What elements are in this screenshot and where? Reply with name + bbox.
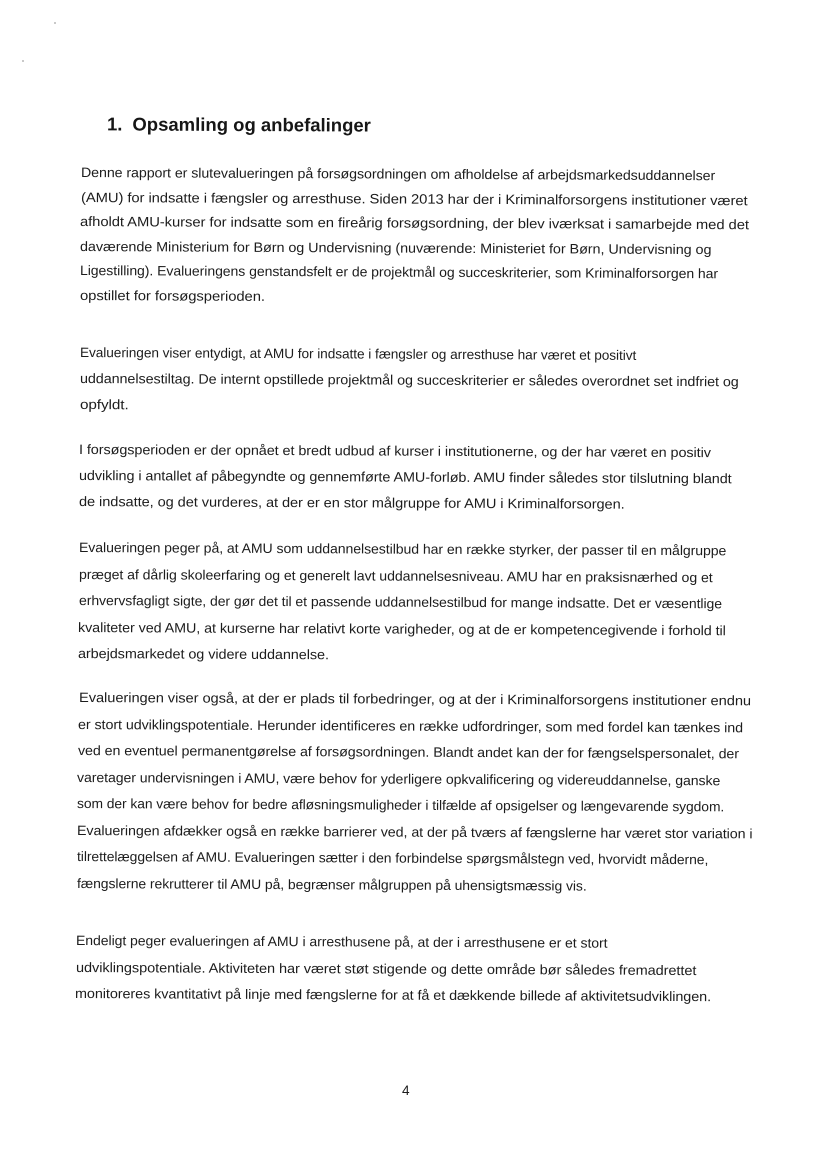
text-line: fængslerne rekrutterer til AMU på, begrænser målgruppen på uhensigtsmæssig vis. (76, 876, 587, 894)
section-title: Opsamling og anbefalinger (132, 113, 371, 136)
section-heading (107, 113, 371, 136)
text-line: tilrettelæggelsen af AMU. Evalueringen sætter i den forbindelse spørgsmålstegn ved, hvorvidt måderne, (76, 849, 709, 868)
scan-speck (22, 60, 24, 62)
text-line: Ligestilling). Evalueringens genstandsfelt er de projektmål og succeskriterier, som Kriminalforsorgen har (79, 263, 719, 282)
text-line: de indsatte, og det vurderes, at der er en stor målgruppe for AMU i Kriminalforsorgen. (78, 494, 625, 512)
text-line: Denne rapport er slutevalueringen på forsøgsordningen om afholdelse af arbejdsmarkedsuddannelser (80, 165, 716, 184)
text-line: opfyldt. (79, 397, 129, 413)
text-line: Evalueringen viser også, at der er plads til forbedringer, og at der i Kriminalforsorgens institutioner endnu (78, 690, 752, 709)
text-line: varetager undervisningen i AMU, være behov for yderligere opkvalificering og videreuddannelse, ganske (76, 770, 721, 789)
text-line: ved en eventuel permanentgørelse af forsøgsordningen. Blandt andet kan der for fængselspersonalet, der (77, 743, 740, 762)
text-line: opstillet for forsøgsperioden. (79, 288, 266, 304)
text-line: kvaliteter ved AMU, at kurserne har relativt korte varigheder, og at de er kompetencegivende i forhold til (77, 620, 726, 639)
text-line: daværende Ministerium for Børn og Undervisning (nuværende: Ministeriet for Børn, Undervisning og (79, 239, 712, 258)
text-line: (AMU) for indsatte i fængsler og arresthuse. Siden 2013 har der i Kriminalforsorgens institutioner været (80, 190, 748, 209)
text-line: uddannelsestiltag. De internt opstillede projektmål og succeskriterier er således overordnet set indfriet og (79, 371, 739, 390)
text-line: erhvervsfagligt sigte, der gør det til et passende uddannelsestilbud for mange indsatte. Det er væsentlige (78, 593, 723, 612)
text-line: monitoreres kvantitativt på linje med fængslerne for at få et dækkende billede af aktivitetsudviklingen. (74, 986, 712, 1005)
text-line: er stort udviklingspotentiale. Herunder identificeres en række udfordringer, som med fordel kan tænkes ind (77, 717, 744, 736)
section-number: 1. (106, 113, 123, 135)
text-line: udviklingspotentiale. Aktiviteten har været støt stigende og dette område bør således fremadrettet (75, 960, 697, 979)
text-line: arbejdsmarkedet og videre uddannelse. (77, 646, 329, 663)
text-line: præget af dårlig skoleerfaring og et generelt lavt uddannelsesniveau. AMU har en praksisnærhed og et (78, 567, 713, 586)
text-line: Evalueringen afdækker også en række barrierer ved, at der på tværs af fængslerne har været stor variation i (76, 823, 753, 842)
text-line: Endeligt peger evalueringen af AMU i arresthusene på, at der i arresthusene er et stort (75, 933, 608, 951)
text-line: Evalueringen peger på, at AMU som uddannelsestilbud har en række styrker, der passer til en målgruppe (78, 540, 727, 559)
text-line: Evalueringen viser entydigt, at AMU for indsatte i fængsler og arresthuse har været et positivt (79, 345, 637, 363)
page-number: 4 (402, 1083, 410, 1098)
text-line: afholdt AMU-kurser for indsatte som en fireårig forsøgsordning, der blev iværksat i samarbejde med det (79, 214, 749, 233)
text-line: udvikling i antallet af påbegyndte og gennemførte AMU-forløb. AMU finder således stor tilslutning blandt (78, 468, 732, 487)
text-line: som der kan være behov for bedre afløsningsmuligheder i tilfælde af opsigelser og længevarende sygdom. (76, 796, 725, 815)
text-line: I forsøgsperioden er der opnået et bredt udbud af kurser i institutionerne, og der har været en positiv (78, 442, 711, 461)
scan-speck (54, 22, 56, 24)
